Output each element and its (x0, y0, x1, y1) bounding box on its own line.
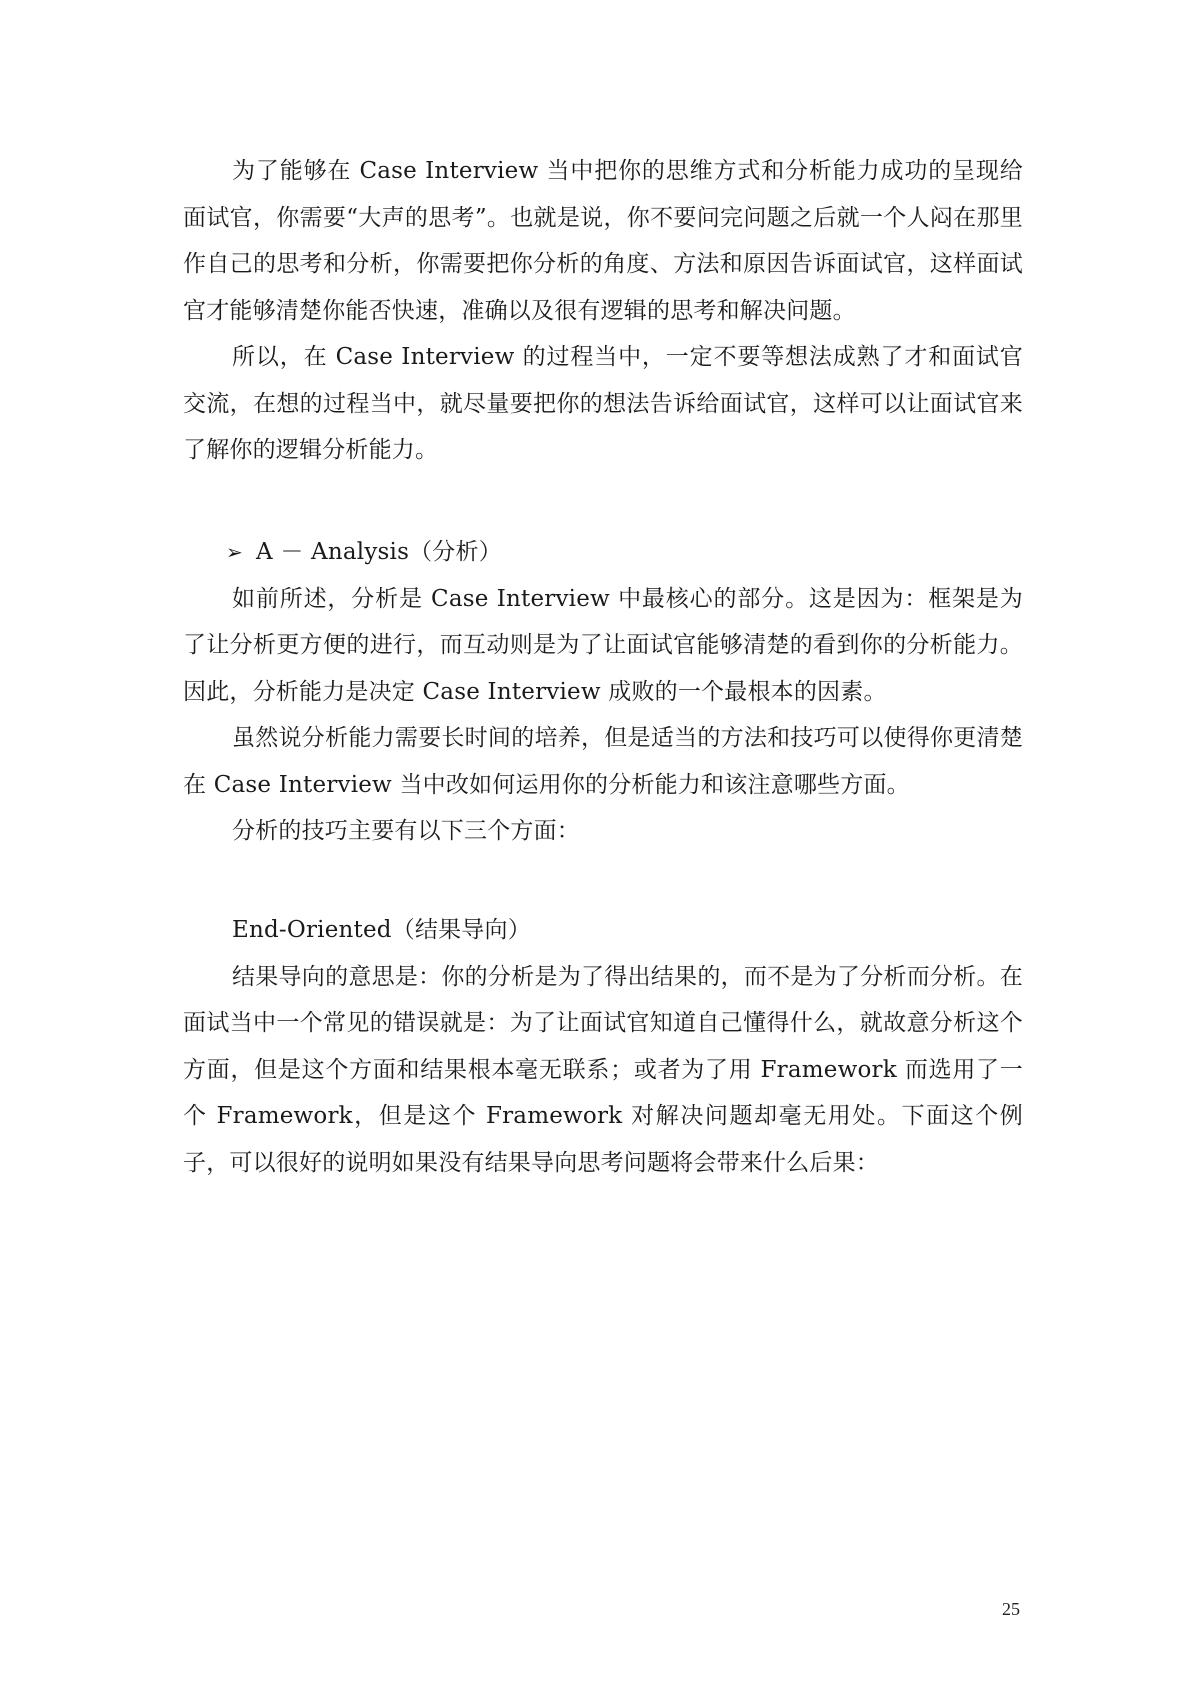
subsection-heading: End-Oriented（结果导向） (232, 917, 531, 943)
end-oriented-section (183, 907, 1023, 1186)
paragraph-think-aloud: 为了能够在 Case Interview 当中把你的思维方式和分析能力成功的呈现给面试官，你需要“大声的思考”。也就是说，你不要问完问题之后就一个人闷在那里作自己的思考和分析，你需要把你分析的角度、方法和原因告诉面试官，这样面试官才能够清楚你能否快速，准确以及很有逻辑的思考和解决问题。 (183, 158, 1023, 324)
paragraph-analysis-core: 如前所述，分析是 Case Interview 中最核心的部分。这是因为：框架是为了让分析更方便的进行，而互动则是为了让面试官能够清楚的看到你的分析能力。因此，分析能力是决定 Case Interview 成败的一个最根本的因素。 (183, 585, 1023, 705)
paragraph-three-aspects: 分析的技巧主要有以下三个方面： (232, 818, 580, 844)
paragraph-communicate: 所以，在 Case Interview 的过程当中，一定不要等想法成熟了才和面试官交流，在想的过程当中，就尽量要把你的想法告诉给面试官，这样可以让面试官来了解你的逻辑分析能力。 (183, 344, 1023, 463)
analysis-section (183, 529, 1023, 855)
arrow-bullet-icon: ➢ (226, 540, 243, 564)
page-number: 25 (1002, 1599, 1020, 1619)
intro-text-block (183, 148, 1023, 474)
paragraph-analysis-skills: 虽然说分析能力需要长时间的培养，但是适当的方法和技巧可以使得你更清楚在 Case Interview 当中改如何运用你的分析能力和该注意哪些方面。 (183, 725, 1023, 798)
section-heading-text: A － Analysis（分析） (256, 539, 502, 565)
section-heading (183, 529, 1023, 576)
paragraph-end-oriented: 结果导向的意思是：你的分析是为了得出结果的，而不是为了分析而分析。在面试当中一个常见的错误就是：为了让面试官知道自己懂得什么，就故意分析这个方面，但是这个方面和结果根本毫无联系；或者为了用 Framework 而选用了一个 Framework，但是这个 Framework 对解决问题却毫无用处。下面这个例子，可以很好的说明如果没有结果导向思考问题将会带来什么后果： (183, 963, 1023, 1176)
